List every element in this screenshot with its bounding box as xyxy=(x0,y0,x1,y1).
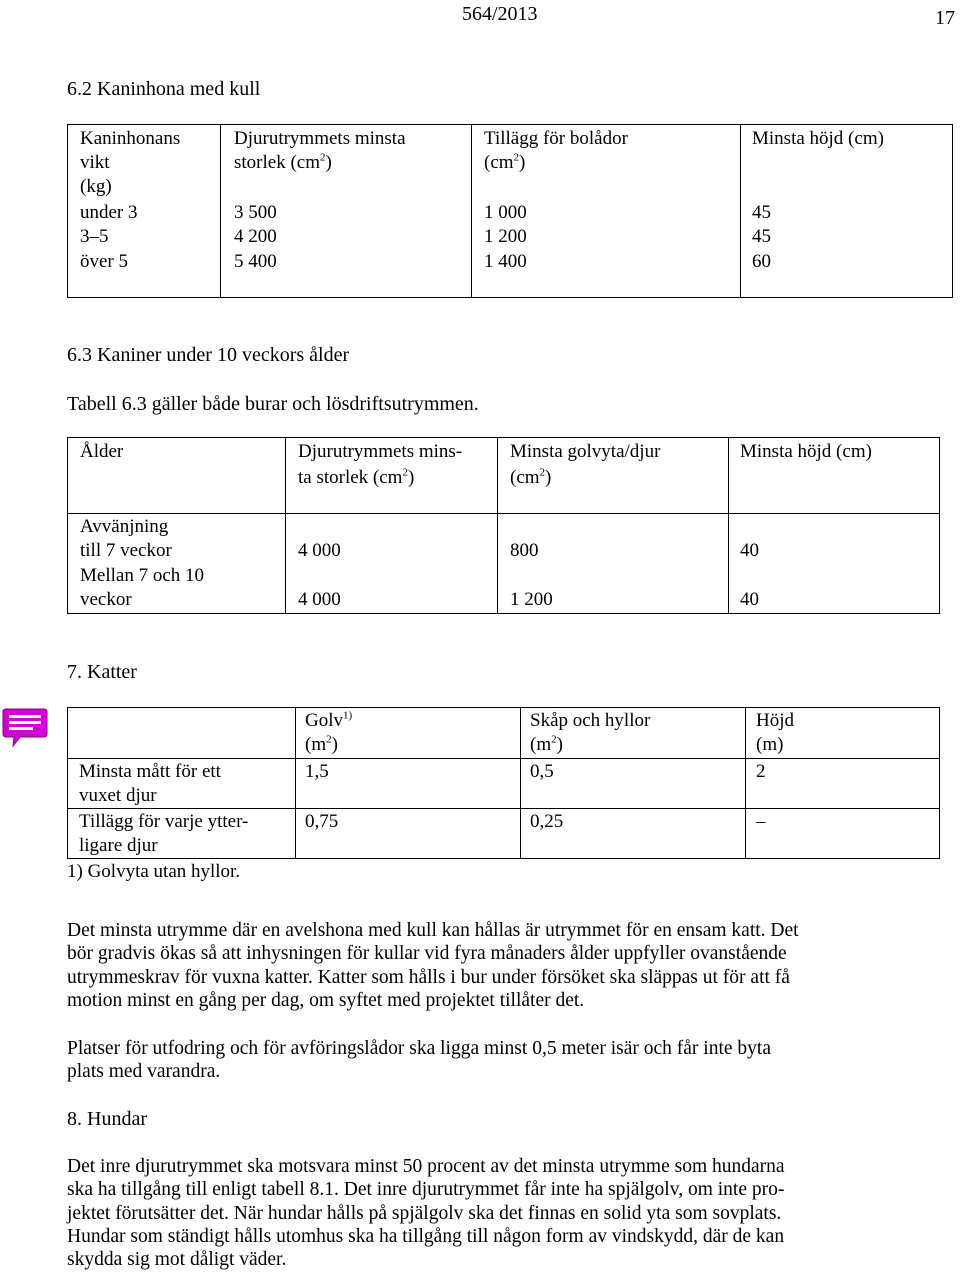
table-footnote: 1) Golvyta utan hyllor. xyxy=(67,861,241,882)
paragraph-line: ska ha tillgång till enligt tabell 8.1. Det inre djurutrymmet får inte ha spjälgolv, om inte pro- xyxy=(67,1179,785,1201)
column-header: Skåp och hyllor xyxy=(530,710,651,731)
column-header: Minsta golvyta/djur xyxy=(510,441,661,462)
table-cell: 4 200 xyxy=(234,226,277,247)
column-header: Höjd xyxy=(756,710,794,731)
table-cell: 45 xyxy=(752,226,771,247)
table-cell: 2 xyxy=(756,761,766,782)
table-cell: 0,75 xyxy=(305,811,339,832)
table-cell: ligare djur xyxy=(79,835,158,856)
paragraph xyxy=(67,919,952,1012)
table-cell: 1,5 xyxy=(305,761,329,782)
table-cell: 3–5 xyxy=(80,226,109,247)
table-cell: 4 000 xyxy=(298,589,341,610)
paragraph-line: Hundar som ständigt hålls utomhus ska ha tillgång till någon form av vindskydd, där de kan xyxy=(67,1225,785,1247)
table-cell: Tillägg för varje ytter- xyxy=(79,811,249,832)
column-header: Golv$^{1)}$ xyxy=(305,709,353,731)
table-cell: 5 400 xyxy=(234,251,277,272)
table-cell: 1 200 xyxy=(510,589,553,610)
column-header: Djurutrymmets mins- xyxy=(298,441,463,462)
column-header: $(cm^2)$ xyxy=(484,151,526,173)
column-header: Ålder xyxy=(80,441,124,462)
section-heading-6-3: 6.3 Kaniner under 10 veckors ålder xyxy=(67,344,350,366)
table-cell: vuxet djur xyxy=(79,785,157,806)
table-cell: under 3 xyxy=(80,202,138,223)
section-heading-8: 8. Hundar xyxy=(67,1108,147,1130)
column-header: $(m^2)$ xyxy=(530,733,563,755)
section-intro: Tabell 6.3 gäller både burar och lösdriftsutrymmen. xyxy=(67,393,479,415)
table-cell: 1 400 xyxy=(484,251,527,272)
paragraph xyxy=(67,1037,952,1084)
comment-icon[interactable] xyxy=(2,706,48,748)
paragraph-line: bör gradvis ökas så att inhysningen för kullar vid fyra månaders ålder uppfyller ovanstående xyxy=(67,943,787,965)
table-cell: Minsta mått för ett xyxy=(79,761,221,782)
column-header: Minsta höjd (cm) xyxy=(740,441,872,462)
table-cell: 1 200 xyxy=(484,226,527,247)
paragraph-line: Det inre djurutrymmet ska motsvara minst 50 procent av det minsta utrymme som hundarna xyxy=(67,1156,785,1177)
paragraph-line: jektet förutsätter det. När hundar hålls på spjälgolv ska det finnas en solid yta som sovplats. xyxy=(67,1202,782,1224)
table-cell: 60 xyxy=(752,251,771,272)
column-header: Minsta höjd (cm) xyxy=(752,128,884,149)
table-cell: 40 xyxy=(740,589,759,610)
table-cell: 1 000 xyxy=(484,202,527,223)
column-header: (kg) xyxy=(80,176,112,197)
page-number: 17 xyxy=(935,7,955,29)
section-heading-6-2: 6.2 Kaninhona med kull xyxy=(67,78,261,100)
table-cell: till 7 veckor xyxy=(80,540,172,561)
paragraph-line: skydda sig mot dåligt väder. xyxy=(67,1249,287,1271)
table-cell: 0,5 xyxy=(530,761,554,782)
column-header: Djurutrymmets minsta xyxy=(234,128,406,149)
table-cell: 0,25 xyxy=(530,811,564,832)
paragraph-line: plats med varandra. xyxy=(67,1061,221,1083)
column-header: ta storlek $(cm^2)$ xyxy=(298,466,415,488)
table-cell: – xyxy=(756,811,766,832)
column-header: Tillägg för bolådor xyxy=(484,128,628,149)
table-cell: 40 xyxy=(740,540,759,561)
paragraph-line: utrymmeskrav för vuxna katter. Katter som hålls i bur under försöket ska släppas ut för att få xyxy=(67,966,790,988)
table-cell: 800 xyxy=(510,540,539,561)
table-cell: 3 500 xyxy=(234,202,277,223)
column-header: Kaninhonans xyxy=(80,128,181,149)
table-cell: veckor xyxy=(80,589,132,610)
paragraph-line: Det minsta utrymme där en avelshona med kull kan hållas är utrymmet för en ensam katt. Det xyxy=(67,920,799,941)
section-heading-7: 7. Katter xyxy=(67,661,137,683)
column-header: vikt xyxy=(80,152,110,173)
column-header: (m) xyxy=(756,734,784,755)
paragraph-line: motion minst en gång per dag, om syftet med projektet tillåter det. xyxy=(67,989,585,1011)
table-cell: över 5 xyxy=(80,251,129,272)
table-cell: Mellan 7 och 10 xyxy=(80,565,205,586)
table-cell: Avvänjning xyxy=(80,516,169,537)
column-header: $(m^2)$ xyxy=(305,733,338,755)
paragraph xyxy=(67,1155,952,1271)
table-cell: 45 xyxy=(752,202,771,223)
paragraph-line: Platser för utfodring och för avföringslådor ska ligga minst 0,5 meter isär och får inte byta xyxy=(67,1038,771,1059)
column-header: storlek $(cm^2)$ xyxy=(234,151,332,173)
document-number: 564/2013 xyxy=(462,3,538,25)
column-header: $(cm^2)$ xyxy=(510,466,552,488)
table-cell: 4 000 xyxy=(298,540,341,561)
